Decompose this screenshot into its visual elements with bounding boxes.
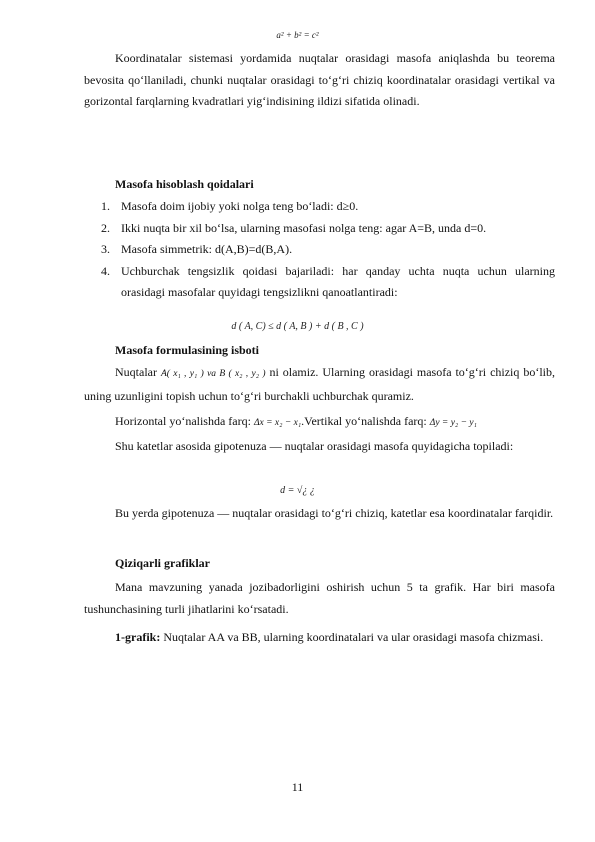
list-item — [84, 196, 555, 218]
list-text: Masofa simmetrik: d(A,B)=d(B,A). — [121, 242, 293, 256]
page-number: 11 — [291, 780, 304, 794]
proof-text: .Vertikal yo‘nalishda farq: — [301, 414, 427, 428]
list-number: 2. — [101, 220, 110, 235]
list-item — [84, 261, 555, 304]
list-item — [84, 218, 555, 240]
graph-1-text: Nuqtalar AA va BB, ularning koordinatalari va ular orasidagi masofa chizmasi. — [160, 630, 544, 644]
proof-paragraph-3: Shu katetlar asosida gipotenuza — nuqtalar orasidagi masofa quyidagicha topiladi: — [115, 439, 514, 453]
delta-x-formula: Δx = x₂ − x₁ — [253, 418, 302, 428]
pythagorean-formula: a² + b² = c² — [276, 30, 319, 40]
list-number: 4. — [101, 263, 110, 278]
rules-list — [84, 196, 555, 304]
proof-text: Horizontal yo‘nalishda farq: — [115, 414, 251, 428]
list-text: Masofa doim ijobiy yoki nolga teng bo‘ladi: d≥0. — [121, 199, 359, 213]
rules-heading: Masofa hisoblash qoidalari — [115, 177, 254, 191]
triangle-inequality-formula: d ( A, C) ≤ d ( A, B ) + d ( B , C ) — [231, 321, 364, 332]
graph-1-paragraph — [84, 627, 555, 649]
list-number: 1. — [101, 199, 110, 213]
list-number: 3. — [101, 242, 110, 256]
proof-paragraph-4: Bu yerda gipotenuza — nuqtalar orasidagi to‘g‘ri chiziq, katetlar esa koordinatalar farqidir. — [115, 506, 554, 520]
list-text: Ikki nuqta bir xil bo‘lsa, ularning masofasi nolga teng: agar A=B, unda d=0. — [121, 220, 487, 235]
delta-y-formula: Δy = y₂ − y₁ — [429, 418, 477, 428]
graph-1-label: 1-grafik: — [115, 630, 161, 644]
list-item — [84, 239, 555, 261]
proof-text: ni olamiz. Ularning orasidagi masofa to‘g‘ri chiziq bo‘lib, uning uzunligini topish uchun to‘g‘ri burchakli uchburchak quramiz. — [84, 365, 556, 403]
proof-paragraph-2 — [84, 411, 555, 435]
graphs-paragraph: Mana mavzuning yanada jozibadorligini oshirish uchun 5 ta grafik. Har biri masofa tushunchasining turli jihatlarini ko‘rsatadi. — [84, 580, 555, 616]
intro-paragraph: Koordinatalar sistemasi yordamida nuqtalar orasidagi masofa aniqlashda bu teorema bevosita qo‘llaniladi, chunki nuqtalar orasidagi to‘g‘ri chiziq koordinatalar orasidagi vertikal va gorizontal farqlarning kvadratlari yig‘indisining ildizi sifatida olinadi. — [84, 51, 555, 108]
points-formula: A( x₁ , y₁ ) va B ( x₂ , y₂ ) — [160, 369, 266, 379]
proof-text: Nuqtalar — [115, 365, 157, 379]
proof-heading: Masofa formulasining isboti — [115, 343, 260, 357]
distance-formula: d = √¿ ¿ — [280, 485, 315, 496]
graphs-heading: Qiziqarli grafiklar — [115, 556, 210, 570]
proof-paragraph-1 — [84, 362, 555, 407]
list-text: Uchburchak tengsizlik qoidasi bajariladi: har qanday uchta nuqta uchun ularning orasidagi masofalar quyidagi tengsizlikni qanoatlantiradi: — [121, 263, 555, 299]
